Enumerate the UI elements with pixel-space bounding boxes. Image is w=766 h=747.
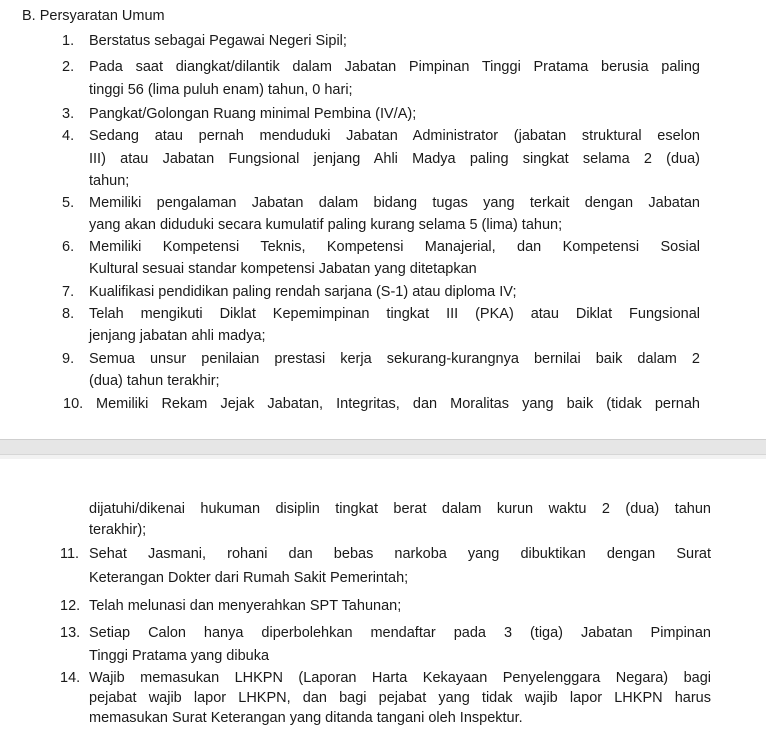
list-number: 5. [62,195,75,211]
list-item-line: Setiap Calon hanya diperbolehkan mendaftar pada 3 (tiga) Jabatan Pimpinan [89,625,711,641]
list-item-line: Memiliki pengalaman Jabatan dalam bidang tugas yang terkait dengan Jabatan [89,195,700,211]
continuation-line: terakhir); [89,522,147,538]
list-item-line: Wajib memasukan LHKPN (Laporan Harta Kekayaan Penyelenggara Negara) bagi [89,670,711,686]
list-item-line: Semua unsur penilaian prestasi kerja sekurang-kurangnya bernilai baik dalam 2 [89,351,700,367]
list-number: 1. [62,33,75,49]
list-number: 12. [60,598,81,614]
list-item-line: Kualifikasi pendidikan paling rendah sarjana (S-1) atau diploma IV; [89,284,517,300]
list-item-line: Sedang atau pernah menduduki Jabatan Administrator (jabatan struktural eselon [89,128,700,144]
list-item-line: tinggi 56 (lima puluh enam) tahun, 0 hari; [89,82,353,98]
list-number: 10. [63,396,84,412]
list-item-line: III) atau Jabatan Fungsional jenjang Ahli Madya paling singkat selama 2 (dua) [89,151,700,167]
list-item-line: Telah melunasi dan menyerahkan SPT Tahunan; [89,598,402,614]
list-number: 9. [62,351,75,367]
list-item-line: Kultural sesuai standar kompetensi Jabatan yang ditetapkan [89,261,477,277]
list-item-line: Telah mengikuti Diklat Kepemimpinan tingkat III (PKA) atau Diklat Fungsional [89,306,700,322]
list-number: 8. [62,306,75,322]
list-item-line: Pada saat diangkat/dilantik dalam Jabatan Pimpinan Tinggi Pratama berusia paling [89,59,700,75]
list-item-line: Pangkat/Golongan Ruang minimal Pembina (IV/A); [89,106,417,122]
page-break-divider [0,439,766,455]
list-number: 7. [62,284,75,300]
list-item-line: Tinggi Pratama yang dibuka [89,648,270,664]
list-item-line: jenjang jabatan ahli madya; [89,328,266,344]
list-item-line: (dua) tahun terakhir; [89,373,220,389]
list-item-line: pejabat wajib lapor LHKPN, dan bagi pejabat yang tidak wajib lapor LHKPN harus [89,690,711,706]
page-break-shadow [0,455,766,459]
continuation-line: dijatuhi/dikenai hukuman disiplin tingkat berat dalam kurun waktu 2 (dua) tahun [89,501,711,517]
list-item-line: Sehat Jasmani, rohani dan bebas narkoba yang dibuktikan dengan Surat [89,546,711,562]
list-item-line: memasukan Surat Keterangan yang ditanda tangani oleh Inspektur. [89,710,523,726]
list-number: 3. [62,106,75,122]
list-item-line: Berstatus sebagai Pegawai Negeri Sipil; [89,33,347,49]
list-number: 2. [62,59,75,75]
list-number: 13. [60,625,81,641]
section-heading: B. Persyaratan Umum [22,8,165,24]
list-item-line: Memiliki Kompetensi Teknis, Kompetensi Manajerial, dan Kompetensi Sosial [89,239,700,255]
list-number: 6. [62,239,75,255]
list-number: 14. [60,670,81,686]
list-item-line: tahun; [89,173,130,189]
list-number: 4. [62,128,75,144]
list-item-line: Memiliki Rekam Jejak Jabatan, Integritas, dan Moralitas yang baik (tidak pernah [96,396,700,412]
list-item-line: yang akan diduduki secara kumulatif paling kurang selama 5 (lima) tahun; [89,217,563,233]
list-item-line: Keterangan Dokter dari Rumah Sakit Pemerintah; [89,570,409,586]
list-number: 11. [60,546,80,562]
